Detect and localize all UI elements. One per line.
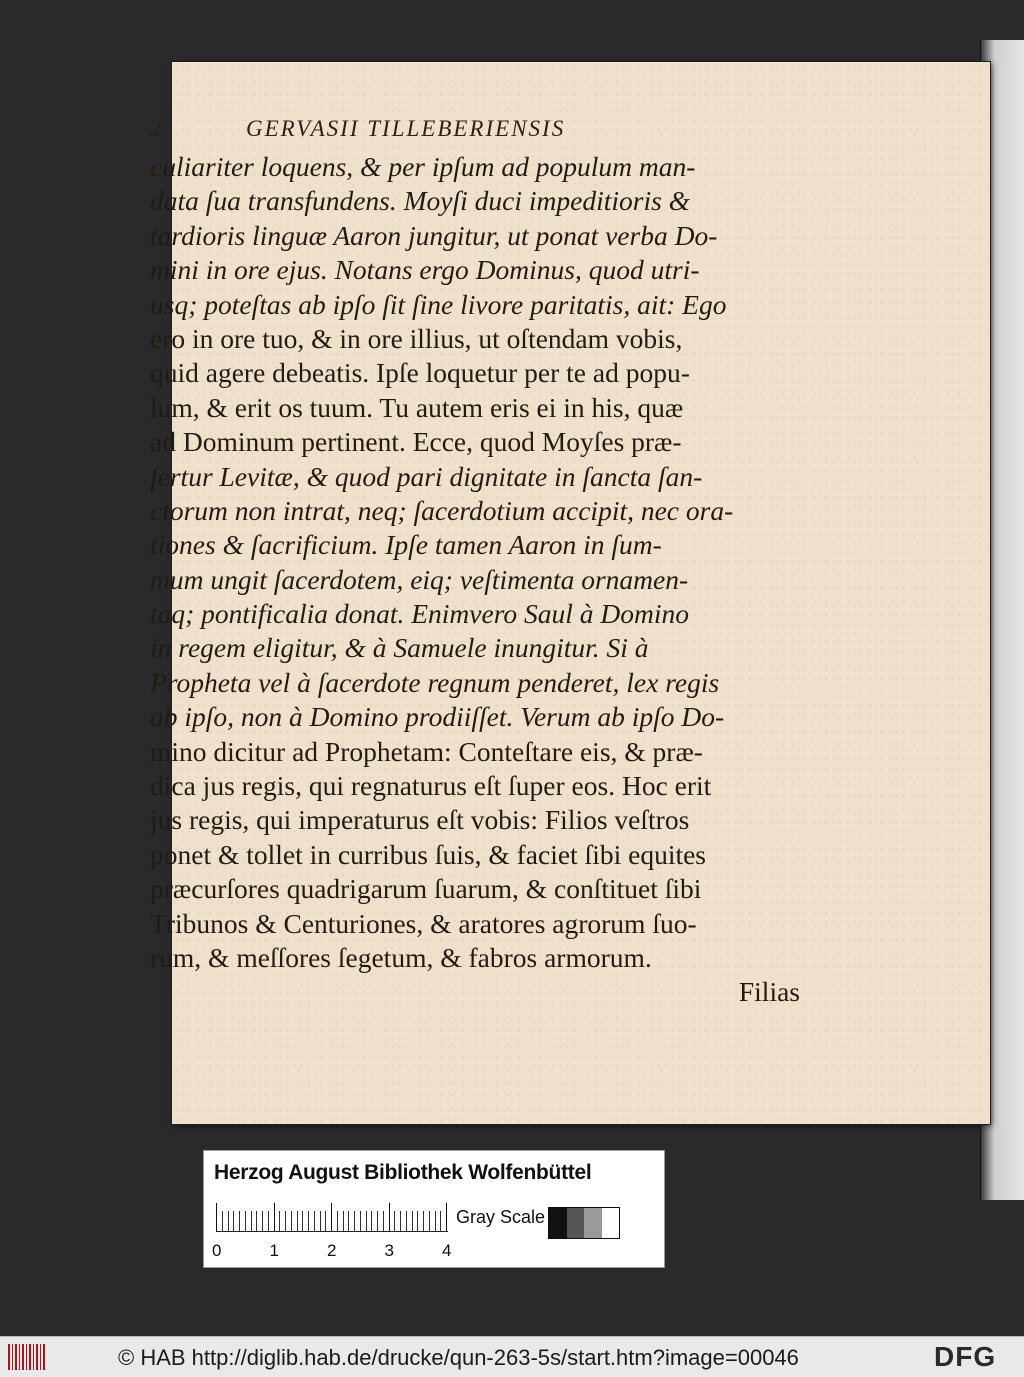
ruler-tick: [429, 1211, 430, 1231]
ruler-tick: [291, 1211, 292, 1231]
ruler-tick: [279, 1211, 280, 1231]
ruler-number: 4: [442, 1241, 452, 1260]
ruler-tick: [228, 1211, 229, 1231]
gray-patch: [567, 1208, 585, 1238]
ruler-tick: [360, 1211, 361, 1231]
dfg-logo: DFG: [934, 1341, 997, 1372]
ruler-tick: [412, 1211, 413, 1231]
body-text: [150, 150, 800, 1010]
ruler-tick: [406, 1211, 407, 1231]
text-line: data ſua transfundens. Moyſi duci impeditioris &: [150, 185, 691, 217]
ruler-baseline: [216, 1231, 448, 1232]
library-name: Herzog August Bibliothek Wolfenbüttel: [214, 1161, 592, 1184]
page-header: [150, 116, 830, 150]
ruler-tick: [337, 1211, 338, 1231]
ruler-tick: [348, 1211, 349, 1231]
ruler-tick: [331, 1203, 332, 1231]
text-line: tardioris linguæ Aaron jungitur, ut ponat verba Do-: [150, 219, 718, 251]
text-line: dica jus regis, qui regnaturus eſt ſuper eos. Hoc erit: [150, 770, 712, 802]
ruler-tick: [239, 1211, 240, 1231]
text-line: fertur Levitæ, & quod pari dignitate in ſancta ſan-: [150, 460, 703, 492]
ruler-tick: [383, 1211, 384, 1231]
gray-patch: [602, 1208, 620, 1238]
folio-number: 2: [150, 116, 164, 141]
text-line: culiariter loquens, & per ipſum ad populum man-: [150, 151, 696, 182]
ruler-tick: [417, 1211, 418, 1231]
text-line: mini in ore ejus. Notans ergo Dominus, quod utri-: [150, 254, 700, 286]
ruler-tick: [343, 1211, 344, 1231]
ruler-tick: [325, 1211, 326, 1231]
ruler-tick: [394, 1211, 395, 1231]
ruler-number: 2: [327, 1241, 337, 1260]
text-line: Propheta vel à ſacerdote regnum penderet, lex regis: [150, 666, 720, 698]
text-line: Tribunos & Centuriones, & aratores agrorum ſuo-: [150, 907, 697, 939]
text-line: mum ungit ſacerdotem, eiq; veſtimenta ornamen-: [150, 563, 689, 595]
ruler-tick: [245, 1211, 246, 1231]
text-line: usq; poteſtas ab ipſo ſit ſine livore paritatis, ait: Ego: [150, 288, 727, 320]
ruler-tick: [400, 1211, 401, 1231]
cm-ruler: [216, 1203, 448, 1233]
text-line: rum, & meſſores ſegetum, & fabros armorum.: [150, 941, 652, 973]
ruler-number: 3: [384, 1241, 394, 1260]
gray-scale-label: Gray Scale: [456, 1207, 546, 1227]
viewer-footer: [0, 1336, 1024, 1377]
text-line: præcurſores quadrigarum ſuarum, & conſtituet ſibi: [150, 873, 702, 905]
ruler-number: 1: [269, 1241, 279, 1260]
ruler-tick: [314, 1211, 315, 1231]
ruler-tick: [308, 1211, 309, 1231]
ruler-tick: [262, 1211, 263, 1231]
ruler-tick: [354, 1211, 355, 1231]
ruler-tick: [423, 1211, 424, 1231]
ruler-tick: [297, 1211, 298, 1231]
ruler-number: 0: [212, 1241, 222, 1260]
text-line: taq; pontificalia donat. Enimvero Saul à Domino: [150, 598, 690, 630]
text-line: mino dicitur ad Prophetam: Conteſtare eis, & præ-: [150, 735, 703, 767]
text-line: ab ipſo, non à Domino prodiiſſet. Verum ab ipſo Do-: [150, 701, 725, 733]
ruler-tick: [268, 1211, 269, 1231]
text-line: ponet & tollet in curribus ſuis, & faciet ſibi equites: [150, 838, 707, 870]
text-line: quid agere debeatis. Ipſe loquetur per te ad popu-: [150, 357, 690, 389]
ruler-tick: [366, 1211, 367, 1231]
source-link[interactable]: © HAB http://diglib.hab.de/drucke/qun-263-5s/start.htm?image=00046: [118, 1345, 799, 1370]
ruler-tick: [251, 1211, 252, 1231]
text-line: ctorum non intrat, neq; ſacerdotium accipit, nec ora-: [150, 494, 734, 526]
ruler-tick: [446, 1203, 447, 1231]
color-target-label: [203, 1150, 665, 1268]
ruler-tick: [285, 1211, 286, 1231]
text-line: in regem eligitur, & à Samuele inungitur. Si à: [150, 632, 649, 664]
text-line: ero in ore tuo, & in ore illius, ut oſtendam vobis,: [150, 322, 683, 354]
ruler-tick: [377, 1211, 378, 1231]
ruler-tick: [216, 1203, 217, 1231]
ruler-tick: [371, 1211, 372, 1231]
ruler-tick: [274, 1203, 275, 1231]
running-head: GERVASII TILLEBERIENSIS: [246, 116, 566, 141]
ruler-tick: [320, 1211, 321, 1231]
gray-patch: [549, 1208, 567, 1238]
catchword: Filias: [738, 976, 800, 1008]
ruler-tick: [222, 1211, 223, 1231]
ruler-tick: [256, 1211, 257, 1231]
hab-logo-icon: [8, 1344, 46, 1370]
ruler-tick: [233, 1211, 234, 1231]
ruler-tick: [440, 1211, 441, 1231]
gray-patch: [584, 1208, 602, 1238]
ruler-tick: [435, 1211, 436, 1231]
text-line: tiones & ſacrificium. Ipſe tamen Aaron in ſum-: [150, 529, 662, 561]
ruler-tick: [389, 1203, 390, 1231]
text-line: jus regis, qui imperaturus eſt vobis: Filios veſtros: [150, 804, 690, 836]
text-line: ad Dominum pertinent. Ecce, quod Moyſes præ-: [150, 426, 682, 458]
gray-scale-patches: [548, 1207, 620, 1239]
text-line: lum, & erit os tuum. Tu autem eris ei in his, quæ: [150, 391, 684, 423]
ruler-tick: [302, 1211, 303, 1231]
